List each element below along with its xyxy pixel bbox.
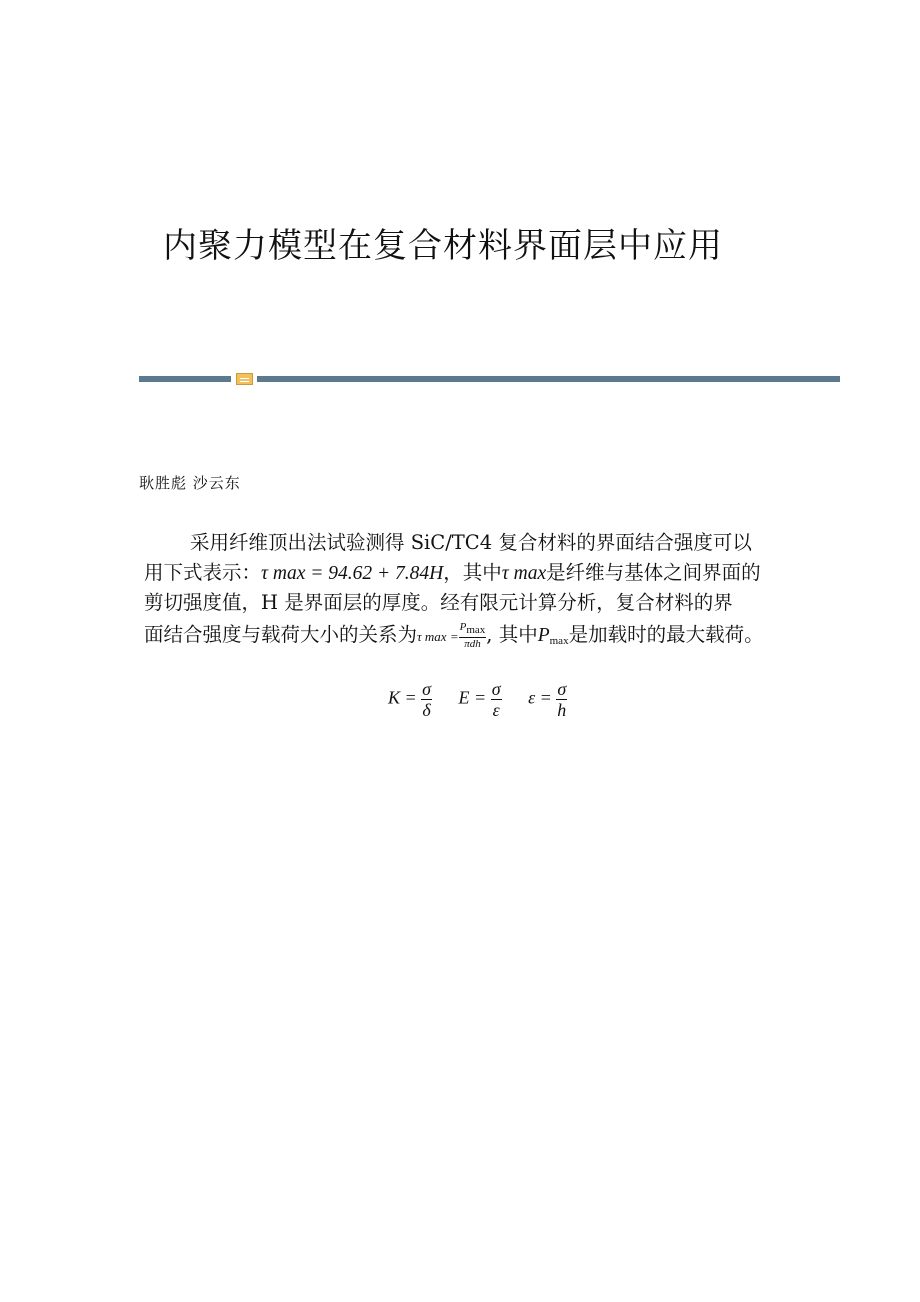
fraction-denominator: δ	[422, 700, 431, 720]
text-segment: 用下式表示：	[144, 561, 262, 584]
formula-lhs: K =	[388, 687, 417, 708]
formula-epsilon	[528, 680, 567, 719]
section-divider	[139, 373, 840, 385]
formula-lhs: ε =	[528, 687, 552, 708]
text-segment: ，其中	[443, 561, 502, 584]
pmax-fraction	[459, 622, 487, 650]
text-segment: , 其中	[486, 623, 538, 646]
formula-k	[388, 680, 432, 719]
formula-e	[459, 680, 502, 719]
fraction-numerator: σ	[557, 679, 567, 699]
divider-bar-right	[257, 376, 840, 382]
formula-lhs: E =	[458, 687, 487, 708]
formula-fraction	[491, 680, 502, 719]
formula-fraction	[556, 680, 567, 719]
page-title: 内聚力模型在复合材料界面层中应用	[163, 226, 723, 266]
text-segment: 面结合强度与载荷大小的关系为	[144, 623, 418, 646]
fraction-numerator: Pmax	[459, 620, 486, 636]
fraction-denominator: πdh	[464, 637, 481, 650]
formula-fraction	[421, 680, 432, 719]
tau-symbol: τ max =	[417, 629, 459, 644]
envelope-icon	[236, 373, 253, 385]
tau-symbol: τ max	[501, 563, 547, 584]
paragraph-line-2	[144, 558, 761, 588]
divider-bar-left	[139, 376, 231, 382]
tau-formula: τ max = 94.62 + 7.84H	[261, 563, 444, 584]
fraction-numerator: σ	[422, 679, 432, 699]
paragraph-line-1: 采用纤维顶出法试验测得 SiC/TC4 复合材料的界面结合强度可以	[190, 531, 752, 554]
fraction-numerator: σ	[491, 679, 501, 699]
authors: 耿胜彪 沙云东	[139, 474, 241, 492]
formula-row	[388, 680, 589, 719]
text-segment: 是纤维与基体之间界面的	[546, 561, 761, 584]
paragraph-line-3: 剪切强度值，H 是界面层的厚度。经有限元计算分析，复合材料的界	[144, 591, 733, 614]
fraction-denominator: ε	[492, 700, 500, 720]
pmax-symbol: $P_{max}$	[537, 625, 569, 647]
paragraph-line-4	[144, 620, 764, 650]
fraction-denominator: h	[557, 700, 567, 720]
text-segment: 是加载时的最大载荷。	[568, 623, 764, 646]
